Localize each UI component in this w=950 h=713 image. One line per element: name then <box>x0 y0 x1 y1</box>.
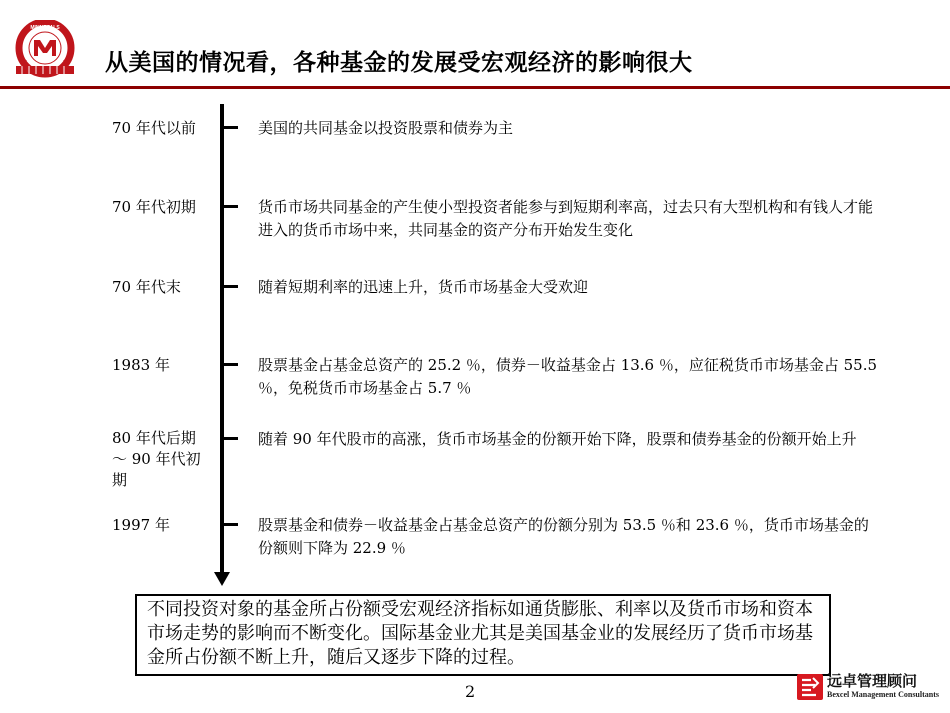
timeline-event: 随着 90 年代股市的高涨，货币市场基金的份额开始下降，股票和债券基金的份额开始上升 <box>258 430 857 448</box>
timeline-tick <box>224 437 238 440</box>
timeline-event: 随着短期利率的迅速上升，货币市场基金大受欢迎 <box>258 278 589 296</box>
timeline-event: 货币市场共同基金的产生使小型投资者能参与到短期利率高，过去只有大型机构和有钱人才能进入的货币市场中来，共同基金的资产分布开始发生变化 <box>258 198 874 239</box>
title-divider <box>0 86 950 89</box>
bexcel-logo-icon <box>797 674 823 700</box>
timeline-period: 70 年代以前 <box>112 119 196 137</box>
timeline-arrow-icon <box>214 572 230 586</box>
minmetals-logo <box>12 20 78 80</box>
timeline-period: 1983 年 <box>112 356 170 374</box>
bexcel-brand <box>797 668 947 708</box>
timeline-period: 70 年代初期 <box>112 198 196 216</box>
timeline-period: 80 年代后期～ 90 年代初期 <box>112 429 201 489</box>
timeline-period: 1997 年 <box>112 516 170 534</box>
page-title: 从美国的情况看，各种基金的发展受宏观经济的影响很大 <box>105 50 693 76</box>
brand-name-en: Bexcel Management Consultants <box>827 690 939 699</box>
timeline-tick <box>224 363 238 366</box>
timeline-tick <box>224 126 238 129</box>
timeline-tick <box>224 205 238 208</box>
logo-text: MINMETALS <box>30 25 60 31</box>
timeline-tick <box>224 285 238 288</box>
timeline-event: 股票基金占基金总资产的 25.2 ％，债券－收益基金占 13.6 ％，应征税货币市场基金占 55.5 ％，免税货币市场基金占 5.7 ％ <box>258 356 878 397</box>
timeline-event: 美国的共同基金以投资股票和债券为主 <box>258 119 514 137</box>
summary-box: 不同投资对象的基金所占份额受宏观经济指标如通货膨胀、利率以及货币市场和资本市场走势的影响而不断变化。国际基金业尤其是美国基金业的发展经历了货币市场基金所占份额不断上升，随后又逐步下降的过程。 <box>135 594 831 676</box>
page-number: 2 <box>465 682 476 701</box>
timeline-axis <box>220 104 224 576</box>
timeline-event: 股票基金和债券－收益基金占基金总资产的份额分别为 53.5 ％和 23.6 ％，货币市场基金的份额则下降为 22.9 ％ <box>258 516 869 557</box>
brand-name-cn: 远卓管理顾问 <box>827 672 918 690</box>
timeline-tick <box>224 523 238 526</box>
timeline-period: 70 年代末 <box>112 278 181 296</box>
